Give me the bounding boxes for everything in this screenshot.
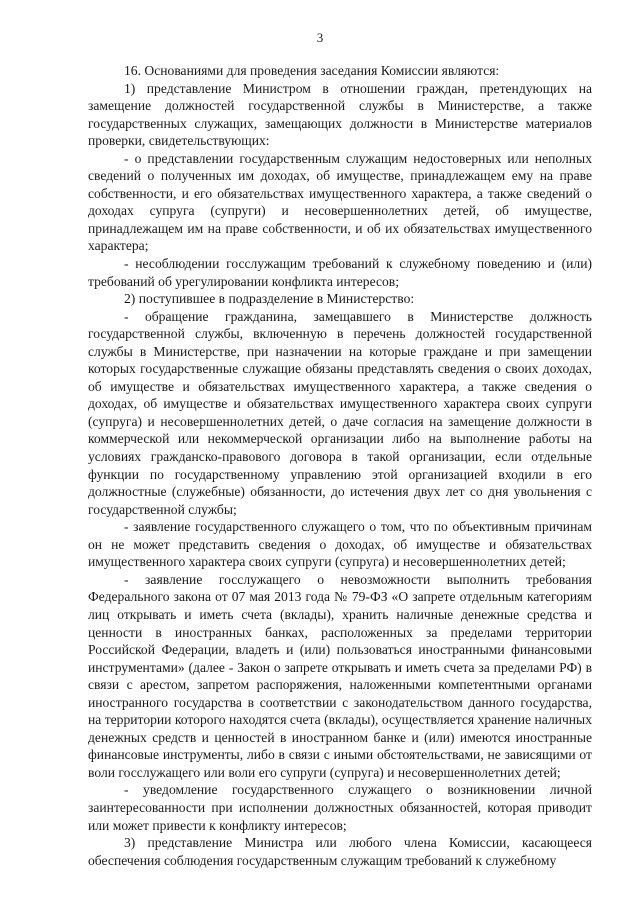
paragraph: 3) представление Министра или любого члена Комиссии, касающееся обеспечения соблюдения государственным служащим требований к служебному xyxy=(88,835,592,868)
paragraph: - заявление государственного служащего о том, что по объективным причинам он не может представить сведения о доходах, об имуществе и обязательствах имущественного характера своих супруги (супруга) и несовершеннолетних детей; xyxy=(88,519,592,570)
paragraph: - обращение гражданина, замещавшего в Министерстве должность государственной службы, включенную в перечень должностей государственной службы в Министерстве, при назначении на которые граждане и при замещении которых государственные служащие обязаны представлять сведения о своих доходах, об имуществе и обязательствах имущественного характера, а также сведения о доходах, об имуществе и обязательствах имущественного характера своих супруги (супруга) и несовершеннолетних детей, о даче согласия на замещение должности в коммерческой или некоммерческой организации либо на выполнение работы на условиях гражданско-правового договора в такой организации, если отдельные функции по государственному управлению этой организацией входили в его должностные (служебные) обязанности, до истечения двух лет со дня увольнения с государственной службы; xyxy=(88,308,592,517)
paragraph: - несоблюдении госслужащим требований к служебному поведению и (или) требований об урегулировании конфликта интересов; xyxy=(88,256,592,289)
paragraph: 2) поступившее в подразделение в Министерство: xyxy=(124,291,415,307)
document-body xyxy=(88,62,592,869)
paragraph: 16. Основаниями для проведения заседания Комиссии являются: xyxy=(124,63,500,78)
paragraph: 1) представление Министром в отношении граждан, претендующих на замещение должностей государственной службы в Министерстве, а также государственных служащих, замещающих должности в Министерстве материалов проверки, свидетельствующих: xyxy=(88,80,592,149)
paragraph: - о представлении государственным служащим недостоверных или неполных сведений о полученных им доходах, об имуществе, принадлежащем ему на праве собственности, и его обязательствах имущественного характера, а также сведений о доходах супруга (супруги) и несовершеннолетних детей, об имуществе, принадлежащем им на праве собственности, и об их обязательствах имущественного характера; xyxy=(88,150,592,254)
page-number: 3 xyxy=(316,30,324,45)
paragraph: - заявление госслужащего о невозможности выполнить требования Федерального закона от 07 мая 2013 года № 79-ФЗ «О запрете отдельным категориям лиц открывать и иметь счета (вклады), хранить наличные денежные средства и ценности в иностранных банках, расположенных за пределами территории Российской Федерации, владеть и (или) пользоваться иностранными финансовыми инструментами» (далее - Закон о запрете открывать и иметь счета за пределами РФ) в связи с арестом, запретом распоряжения, наложенными компетентными органами иностранного государства в соответствии с законодательством данного государства, на территории которого находятся счета (вклады), осуществляется хранение наличных денежных средств и ценностей в иностранном банке и (или) имеются иностранные финансовые инструменты, либо в связи с иными обстоятельствами, не зависящими от воли госслужащего или воли его супруги (супруга) и несовершеннолетних детей; xyxy=(88,571,592,780)
paragraph: - уведомление государственного служащего о возникновении личной заинтересованности при исполнении должностных обязанностей, которая приводит или может привести к конфликту интересов; xyxy=(88,782,592,833)
